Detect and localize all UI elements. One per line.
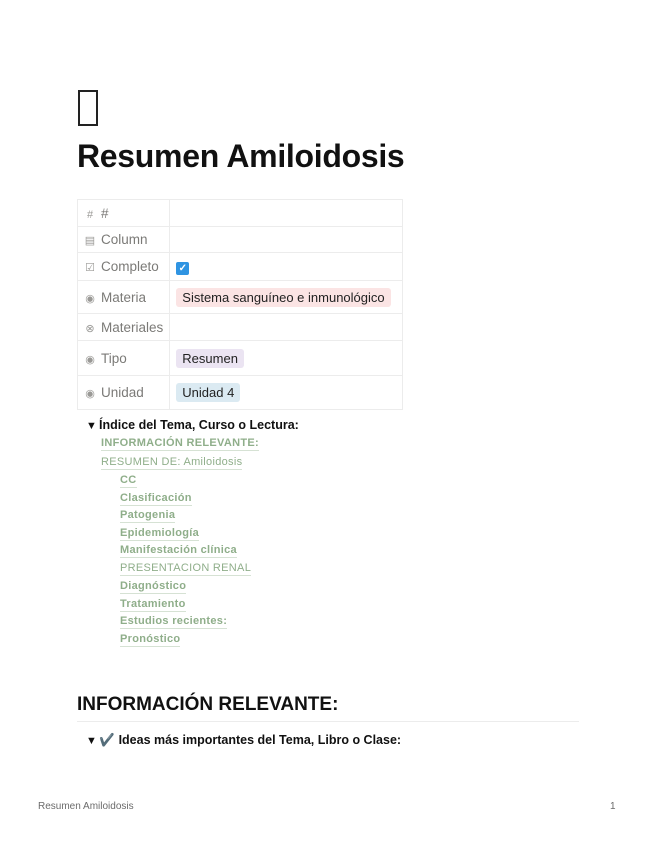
toc-link[interactable]: Clasificación: [120, 492, 192, 504]
missing-glyph-icon: [78, 90, 98, 126]
page-title: Resumen Amiloidosis: [77, 138, 405, 174]
toc-link[interactable]: Pronóstico: [120, 633, 181, 645]
property-label: Completo: [101, 259, 159, 274]
toggle-label: Ideas más importantes del Tema, Libro o Clase:: [118, 733, 402, 747]
select-icon: ◉: [85, 353, 95, 366]
toc-link[interactable]: Tratamiento: [120, 598, 186, 610]
property-label: Tipo: [101, 350, 127, 366]
link-icon: ⊗: [85, 322, 95, 335]
toggle-label: Índice del Tema, Curso o Lectura:: [99, 418, 299, 432]
property-row[interactable]: [78, 200, 403, 227]
select-icon: ◉: [85, 388, 95, 400]
toggle-triangle-icon[interactable]: ▼: [86, 420, 97, 432]
toc-link[interactable]: RESUMEN DE: Amiloidosis: [101, 456, 243, 468]
property-row[interactable]: [78, 227, 403, 253]
materia-tag[interactable]: Sistema sanguíneo e inmunológico: [176, 288, 390, 307]
hash-icon: #: [86, 208, 94, 221]
property-label: Column: [101, 232, 148, 247]
toc-link[interactable]: Epidemiología: [120, 527, 200, 539]
property-label: Unidad: [101, 385, 144, 400]
tipo-tag[interactable]: Resumen: [176, 349, 244, 368]
toc-link[interactable]: Estudios recientes:: [120, 615, 228, 627]
toggle-triangle-icon[interactable]: ▼: [86, 735, 97, 747]
property-row[interactable]: [78, 281, 403, 314]
ideas-toggle[interactable]: [86, 733, 401, 748]
unidad-tag[interactable]: Unidad 4: [176, 383, 240, 402]
toc-link[interactable]: INFORMACIÓN RELEVANTE:: [101, 437, 259, 449]
index-toggle[interactable]: [86, 418, 299, 432]
calendar-icon: ▤: [84, 235, 96, 247]
footer-page-number: 1: [610, 801, 616, 812]
property-label: #: [101, 205, 109, 221]
property-row[interactable]: [78, 341, 403, 376]
divider: [77, 721, 579, 722]
property-value[interactable]: [170, 227, 403, 253]
property-row[interactable]: [78, 253, 403, 281]
property-value[interactable]: [170, 200, 403, 227]
completo-checkbox[interactable]: ✓: [176, 262, 189, 275]
property-row[interactable]: [78, 314, 403, 341]
footer-title: Resumen Amiloidosis: [38, 801, 134, 812]
check-mark-icon: ✔️: [99, 733, 115, 747]
property-label: Materiales: [101, 319, 164, 335]
toc-link[interactable]: Patogenia: [120, 509, 176, 521]
toc-link[interactable]: Diagnóstico: [120, 580, 187, 592]
property-row[interactable]: [78, 376, 403, 410]
toc-link[interactable]: CC: [120, 474, 137, 486]
properties-table: [77, 199, 403, 410]
select-icon: ◉: [85, 292, 95, 305]
property-label: Materia: [101, 289, 147, 305]
checkbox-icon: ☑: [85, 262, 95, 274]
toc-link[interactable]: Manifestación clínica: [120, 544, 237, 556]
toc-link[interactable]: PRESENTACION RENAL: [120, 562, 252, 574]
property-value[interactable]: [170, 314, 403, 341]
section-heading: INFORMACIÓN RELEVANTE:: [77, 694, 339, 715]
